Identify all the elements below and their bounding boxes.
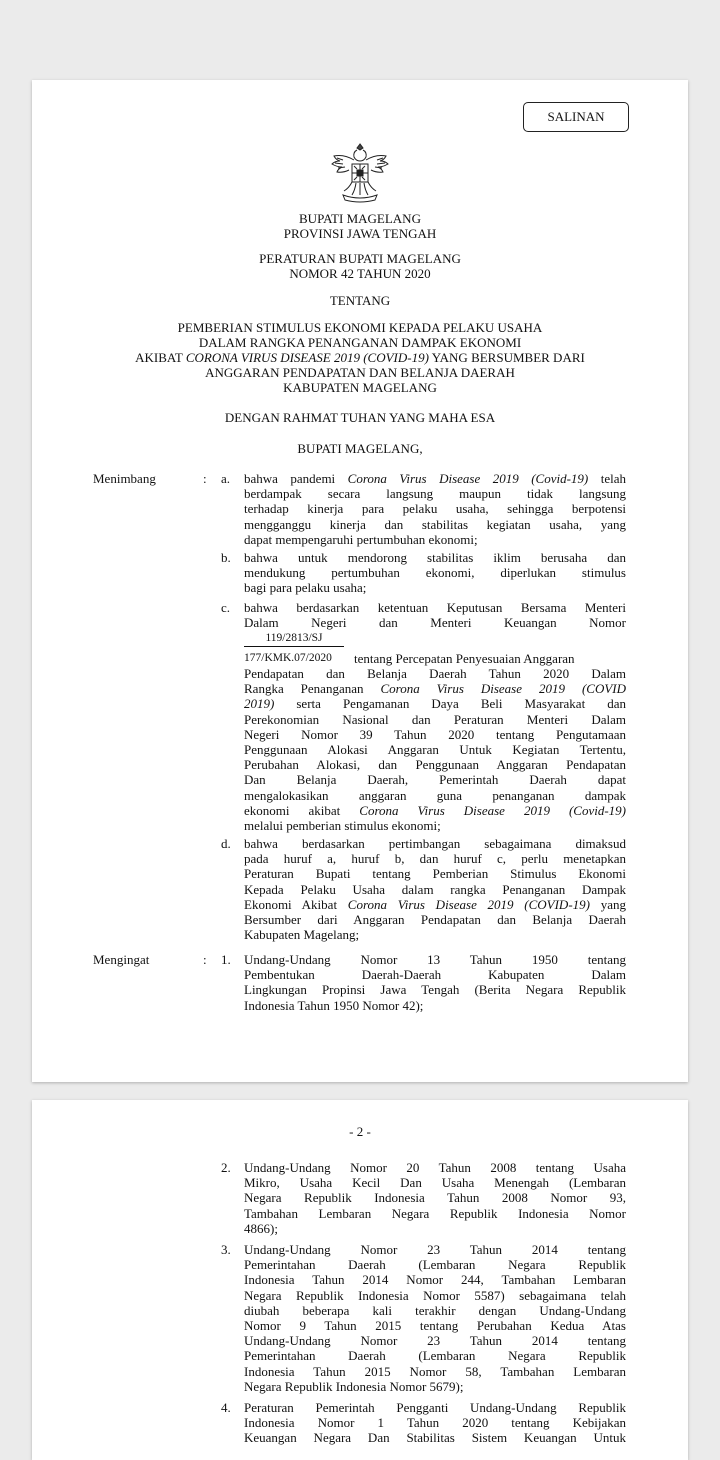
item-mark-4: 4. bbox=[221, 1400, 231, 1415]
text-line: Undang-Undang Nomor 23 Tahun 2014 tentang bbox=[244, 1242, 626, 1257]
text-line bbox=[244, 757, 626, 772]
text-line: Negara Republik Indonesia Nomor 5679); bbox=[244, 1378, 464, 1394]
item-mark-3: 3. bbox=[221, 1242, 231, 1257]
legal-basis-3 bbox=[244, 1242, 626, 1394]
italic-term: Corona Virus Disease 2019 (Covid-19) bbox=[347, 471, 589, 486]
text-line bbox=[244, 550, 626, 565]
text-line bbox=[244, 532, 626, 547]
legal-basis-4 bbox=[244, 1400, 626, 1446]
item-mark-1: 1. bbox=[221, 952, 231, 967]
text-line: Undang-Undang Nomor 13 Tahun 1950 tentang bbox=[244, 952, 626, 967]
text-segment: mengalokasikan anggaran guna penanganan dampak bbox=[244, 787, 626, 803]
text-line: Indonesia Tahun 2015 Nomor 58, Tambahan Lembaran bbox=[244, 1363, 626, 1379]
text-segment: bagi para pelaku usaha; bbox=[244, 580, 367, 596]
text-line bbox=[244, 666, 626, 681]
text-line: diubah beberapa kali terakhir dengan Undang-Undang bbox=[244, 1302, 626, 1318]
text-segment: Negeri Nomor 39 Tahun 2020 tentang Pengutamaan bbox=[244, 726, 626, 742]
consideration-d bbox=[244, 836, 626, 942]
page-number: - 2 - bbox=[349, 1124, 371, 1139]
italic-term: Corona Virus Disease 2019 (COVID-19) bbox=[347, 896, 590, 912]
text-segment: Bersumber dari Anggaran Pendapatan dan Belanja Daerah bbox=[244, 912, 626, 928]
item-mark-a: a. bbox=[221, 471, 231, 486]
italic-term: Corona Virus Disease 2019 (COVID bbox=[380, 681, 626, 697]
subject-line: KABUPATEN MAGELANG bbox=[283, 380, 437, 395]
text-segment: Rangka Penanganan bbox=[244, 681, 381, 697]
text-segment: Perubahan Alokasi, dan Penggunaan Anggaran Pendapatan bbox=[244, 757, 626, 773]
text-line: Indonesia Nomor 1 Tahun 2020 tentang Kebijakan bbox=[244, 1415, 626, 1431]
text-line bbox=[244, 788, 626, 803]
subject-line-part: AKIBAT bbox=[135, 350, 186, 365]
regulation-block bbox=[32, 251, 688, 281]
text-line bbox=[244, 517, 626, 532]
text-line bbox=[244, 912, 626, 927]
mengingat-label: Mengingat bbox=[93, 952, 150, 967]
text-segment: telah bbox=[588, 471, 626, 486]
text-segment: bahwa untuk mendorong stabilitas iklim berusaha dan bbox=[244, 550, 626, 565]
text-line bbox=[244, 927, 626, 942]
regulation-number: NOMOR 42 TAHUN 2020 bbox=[289, 266, 431, 281]
regulation-title: PERATURAN BUPATI MAGELANG bbox=[259, 251, 461, 266]
subject-line-italic: CORONA VIRUS DISEASE 2019 (COVID-19) bbox=[185, 350, 429, 365]
consideration-c-continuation: tentang Percepatan Penyesuaian Anggaran bbox=[354, 651, 575, 666]
text-line: Peraturan Pemerintah Pengganti Undang-Undang Republik bbox=[244, 1400, 626, 1415]
menimbang-colon: : bbox=[203, 471, 207, 486]
item-mark-2: 2. bbox=[221, 1160, 231, 1175]
text-line: Pemerintahan Daerah (Lembaran Negara Republik bbox=[244, 1257, 626, 1273]
text-segment: berdampak secara langsung maupun tidak langsung bbox=[244, 486, 626, 502]
text-segment: Kabupaten Magelang; bbox=[244, 927, 360, 943]
text-segment: dapat mempengaruhi pertumbuhan ekonomi; bbox=[244, 531, 478, 547]
text-line bbox=[244, 866, 626, 881]
text-line: Indonesia Tahun 2014 Nomor 244, Tambahan Lembaran bbox=[244, 1272, 626, 1288]
text-segment: pada huruf a, huruf b, dan huruf c, perlu menetapkan bbox=[244, 851, 626, 867]
document-page-1 bbox=[32, 80, 688, 1082]
text-segment: ekonomi akibat bbox=[244, 802, 360, 818]
text-line bbox=[244, 897, 626, 912]
text-line: Indonesia Tahun 1950 Nomor 42); bbox=[244, 997, 424, 1013]
legal-basis-1 bbox=[244, 952, 626, 1013]
text-line: Mikro, Usaha Kecil Dan Usaha Menengah (Lembaran bbox=[244, 1175, 626, 1191]
document-page-2 bbox=[32, 1100, 688, 1460]
issuer-province: PROVINSI JAWA TENGAH bbox=[283, 226, 437, 241]
subject-block bbox=[32, 320, 688, 395]
text-segment: bahwa pandemi bbox=[244, 471, 348, 486]
consideration-c-intro bbox=[244, 600, 626, 630]
text-segment: Penggunaan Alokasi Anggaran Untuk Kegiatan Tertentu, bbox=[244, 742, 626, 758]
text-line bbox=[244, 742, 626, 757]
garuda-emblem-icon bbox=[329, 140, 391, 206]
invocation: DENGAN RAHMAT TUHAN YANG MAHA ESA bbox=[224, 410, 496, 425]
text-line bbox=[244, 580, 626, 595]
text-segment: Pendapatan dan Belanja Daerah Tahun 2020 Dalam bbox=[244, 666, 626, 681]
text-segment: bahwa berdasarkan pertimbangan sebagaimana dimaksud bbox=[244, 836, 626, 851]
subject-line bbox=[32, 350, 688, 365]
text-line bbox=[244, 501, 626, 516]
text-line bbox=[244, 727, 626, 742]
italic-term: Corona Virus Disease 2019 (Covid-19) bbox=[359, 802, 627, 818]
text-line: Undang-Undang Nomor 23 Tahun 2014 tentang bbox=[244, 1333, 626, 1349]
italic-term: 2019) bbox=[244, 696, 275, 712]
text-segment: melalui pemberian stimulus ekonomi; bbox=[244, 818, 441, 834]
text-segment: Perekonomian Nasional dan Peraturan Menteri Dalam bbox=[244, 711, 626, 727]
text-line: Pemerintahan Daerah (Lembaran Negara Republik bbox=[244, 1348, 626, 1364]
text-line: Pembentukan Daerah-Daerah Kabupaten Dalam bbox=[244, 967, 626, 983]
text-line: Lingkungan Propinsi Jawa Tengah (Berita Negara Republik bbox=[244, 982, 626, 998]
text-line bbox=[244, 696, 626, 711]
text-line: Negara Republik Indonesia Nomor 5587) sebagaimana telah bbox=[244, 1287, 626, 1303]
mengingat-colon: : bbox=[203, 952, 207, 967]
text-segment: Peraturan Bupati tentang Pemberian Stimulus Ekonomi bbox=[244, 866, 626, 882]
item-mark-d: d. bbox=[221, 836, 231, 851]
text-line: Keuangan Negara Dan Stabilitas Sistem Keuangan Untuk bbox=[244, 1430, 626, 1446]
issuer-title: BUPATI MAGELANG bbox=[299, 211, 421, 226]
text-line: Tambahan Lembaran Negara Republik Indonesia Nomor bbox=[244, 1205, 626, 1221]
text-segment: terhadap kinerja para pelaku usaha, sehingga berpotensi bbox=[244, 501, 626, 517]
issuer-block bbox=[32, 211, 688, 241]
text-line: bahwa berdasarkan ketentuan Keputusan Bersama Menteri bbox=[244, 600, 626, 615]
consideration-c-body bbox=[244, 666, 626, 833]
text-segment: Ekonomi Akibat bbox=[244, 896, 348, 912]
text-line: Dalam Negeri dan Menteri Keuangan Nomor bbox=[244, 615, 626, 631]
text-line bbox=[244, 818, 626, 833]
about-heading: TENTANG bbox=[329, 293, 391, 308]
text-segment: serta Pengamanan Daya Beli Masyarakat dan bbox=[274, 696, 626, 712]
menimbang-label: Menimbang bbox=[93, 471, 156, 486]
consideration-b bbox=[244, 550, 626, 596]
text-segment: mendukung pertumbuhan ekonomi, diperlukan stimulus bbox=[244, 565, 626, 581]
legal-basis-2 bbox=[244, 1160, 626, 1236]
text-line bbox=[244, 851, 626, 866]
text-line bbox=[244, 772, 626, 787]
text-segment: Dan Belanja Daerah, Pemerintah Daerah dapat bbox=[244, 772, 626, 788]
subject-line: ANGGARAN PENDAPATAN DAN BELANJA DAERAH bbox=[205, 365, 515, 380]
regent-heading: BUPATI MAGELANG, bbox=[297, 441, 423, 456]
text-line bbox=[244, 565, 626, 580]
text-line bbox=[244, 882, 626, 897]
subject-line: DALAM RANGKA PENANGANAN DAMPAK EKONOMI bbox=[198, 335, 522, 350]
item-mark-c: c. bbox=[221, 600, 231, 615]
text-line bbox=[244, 681, 626, 696]
copy-stamp: SALINAN bbox=[523, 102, 629, 132]
text-line bbox=[244, 471, 626, 486]
decree-number-top: 119/2813/SJ bbox=[244, 631, 344, 647]
text-line bbox=[244, 836, 626, 851]
text-line: Nomor 9 Tahun 2015 tentang Perubahan Kedua Atas bbox=[244, 1318, 626, 1334]
text-line: Undang-Undang Nomor 20 Tahun 2008 tentang Usaha bbox=[244, 1160, 626, 1175]
subject-line-part: YANG BERSUMBER DARI bbox=[428, 350, 585, 365]
text-line: 4866); bbox=[244, 1220, 278, 1236]
text-line bbox=[244, 486, 626, 501]
item-mark-b: b. bbox=[221, 550, 231, 565]
decree-number-bottom: 177/KMK.07/2020 bbox=[244, 652, 332, 664]
text-segment: Kepada Pelaku Usaha dalam rangka Penanganan Dampak bbox=[244, 881, 626, 897]
text-line bbox=[244, 803, 626, 818]
text-segment: mengganggu kinerja dan stabilitas kegiatan usaha, yang bbox=[244, 516, 626, 532]
consideration-a bbox=[244, 471, 626, 547]
text-line bbox=[244, 712, 626, 727]
text-line: Negara Republik Indonesia Tahun 2008 Nomor 93, bbox=[244, 1190, 626, 1206]
text-segment: yang bbox=[589, 896, 626, 912]
subject-line: PEMBERIAN STIMULUS EKONOMI KEPADA PELAKU USAHA bbox=[177, 320, 543, 335]
